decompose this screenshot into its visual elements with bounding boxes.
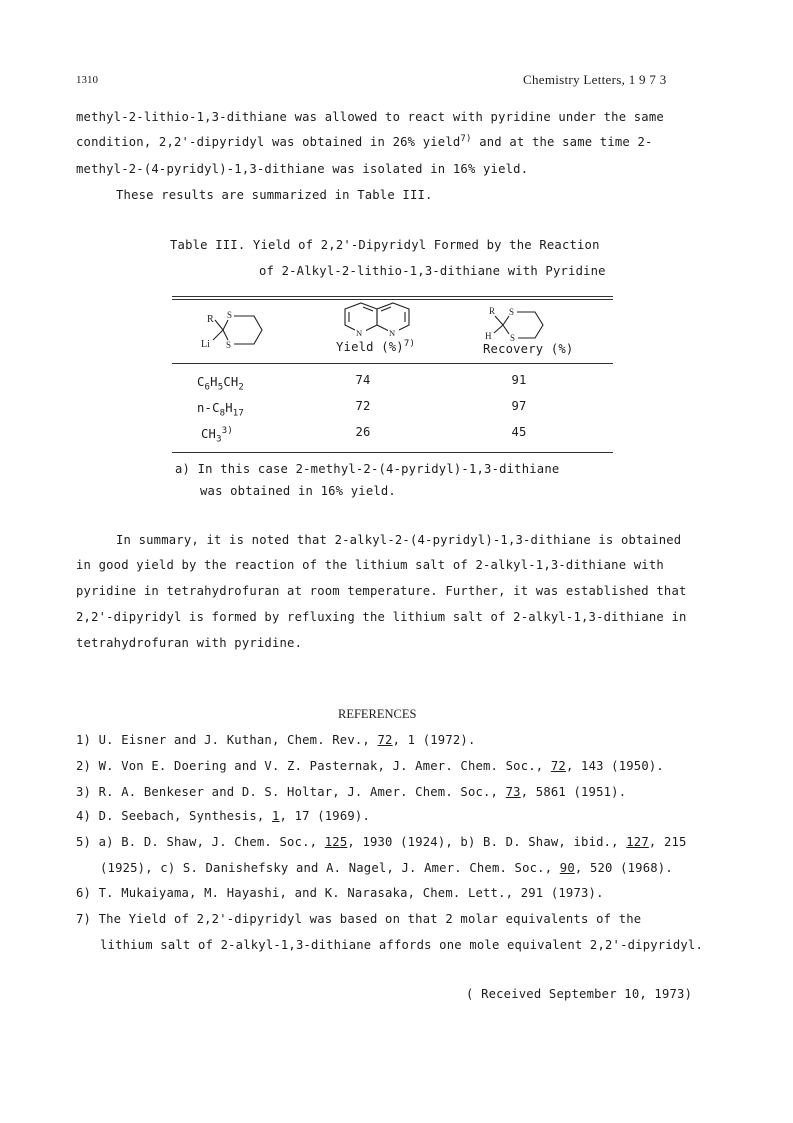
table-row-3-r: $CH_3^{3)}$ bbox=[201, 425, 233, 445]
summary-line-1: In summary, it is noted that 2-alkyl-2-(4-pyridyl)-1,3-dithiane is obtained bbox=[116, 533, 682, 547]
struct1-s-bot-label: S bbox=[226, 340, 232, 350]
dipyridyl-structure bbox=[336, 301, 418, 341]
reference-7: 7) The Yield of 2,2'-dipyridyl was based on that 2 molar equivalents of the bbox=[76, 912, 642, 926]
table-footnote-line-2: was obtained in 16% yield. bbox=[200, 484, 396, 498]
struct1-li-label: Li bbox=[201, 339, 210, 350]
reference-1: 1) U. Eisner and J. Kuthan, Chem. Rev., 72, 1 (1972). bbox=[76, 733, 476, 747]
struct3-h-label: H bbox=[485, 331, 492, 341]
intro-line-4: These results are summarized in Table III. bbox=[116, 188, 433, 202]
intro-line-2: condition, 2,2'-dipyridyl was obtained in 26% yield$^{7)}$ and at the same time 2- bbox=[76, 133, 653, 149]
reference-5: 5) a) B. D. Shaw, J. Chem. Soc., 125, 1930 (1924), b) B. D. Shaw, ibid., 127, 215 bbox=[76, 835, 687, 849]
table-row-3-yield: 26 bbox=[355, 425, 371, 439]
col-header-yield: Yield (%)$^{7)}$ bbox=[336, 338, 416, 354]
col-header-recovery: Recovery (%) bbox=[483, 342, 574, 356]
struct1-s-top-label: S bbox=[227, 310, 233, 320]
summary-line-2: in good yield by the reaction of the lithium salt of 2-alkyl-1,3-dithiane with bbox=[76, 558, 664, 572]
dipyridyl-n2-label: N bbox=[389, 328, 396, 338]
dipyridyl-n1-label: N bbox=[356, 328, 363, 338]
struct3-s-bot-label: S bbox=[510, 333, 516, 343]
table-row-2-recovery: 97 bbox=[511, 399, 527, 413]
reference-7-continued: lithium salt of 2-alkyl-1,3-dithiane affords one mole equivalent 2,2'-dipyridyl. bbox=[100, 938, 703, 952]
struct3-s-top-label: S bbox=[509, 307, 515, 317]
table-row-1-yield: 74 bbox=[355, 373, 371, 387]
table-row-3-recovery: 45 bbox=[511, 425, 527, 439]
table-row-2-yield: 72 bbox=[355, 399, 371, 413]
table-bottom-rule bbox=[172, 452, 613, 453]
table-top-rule bbox=[172, 296, 613, 297]
page-number: 1310 bbox=[76, 74, 98, 86]
reference-3: 3) R. A. Benkeser and D. S. Holtar, J. Amer. Chem. Soc., 73, 5861 (1951). bbox=[76, 785, 627, 799]
table-caption-continued: of 2-Alkyl-2-lithio-1,3-dithiane with Pyridine bbox=[259, 264, 606, 278]
struct3-r-label: R bbox=[489, 306, 496, 316]
table-header-rule bbox=[172, 363, 613, 364]
intro-line-1: methyl-2-lithio-1,3-dithiane was allowed to react with pyridine under the same bbox=[76, 110, 664, 124]
struct1-r-label: R bbox=[207, 314, 214, 325]
summary-line-5: tetrahydrofuran with pyridine. bbox=[76, 636, 303, 650]
reference-4: 4) D. Seebach, Synthesis, 1, 17 (1969). bbox=[76, 809, 370, 823]
table-row-1-recovery: 91 bbox=[511, 373, 527, 387]
footnote-ref: 7) bbox=[460, 133, 472, 144]
reference-6: 6) T. Mukaiyama, M. Hayashi, and K. Narasaka, Chem. Lett., 291 (1973). bbox=[76, 886, 604, 900]
table-row-1-r: $C_6H_5CH_2$ bbox=[197, 375, 245, 393]
reference-2: 2) W. Von E. Doering and V. Z. Pasternak, J. Amer. Chem. Soc., 72, 143 (1950). bbox=[76, 759, 664, 773]
reference-5-continued: (1925), c) S. Danishefsky and A. Nagel, J. Amer. Chem. Soc., 90, 520 (1968). bbox=[100, 861, 673, 875]
table-top-rule-2 bbox=[172, 299, 613, 300]
lithio-dithiane-structure bbox=[196, 305, 276, 355]
table-caption: Table III. Yield of 2,2'-Dipyridyl Formed by the Reaction bbox=[170, 238, 600, 252]
references-heading: REFERENCES bbox=[338, 707, 417, 721]
journal-header: Chemistry Letters, 1 9 7 3 bbox=[523, 72, 667, 87]
intro-line-3: methyl-2-(4-pyridyl)-1,3-dithiane was isolated in 16% yield. bbox=[76, 162, 529, 176]
table-row-2-r: $n-C_8H_{17}$ bbox=[197, 401, 245, 419]
summary-line-3: pyridine in tetrahydrofuran at room temperature. Further, it was established that bbox=[76, 584, 687, 598]
summary-line-4: 2,2'-dipyridyl is formed by refluxing the lithium salt of 2-alkyl-1,3-dithiane in bbox=[76, 610, 687, 624]
table-footnote-line-1: a) In this case 2-methyl-2-(4-pyridyl)-1,3-dithiane bbox=[175, 462, 560, 476]
received-date: ( Received September 10, 1973) bbox=[466, 987, 693, 1001]
